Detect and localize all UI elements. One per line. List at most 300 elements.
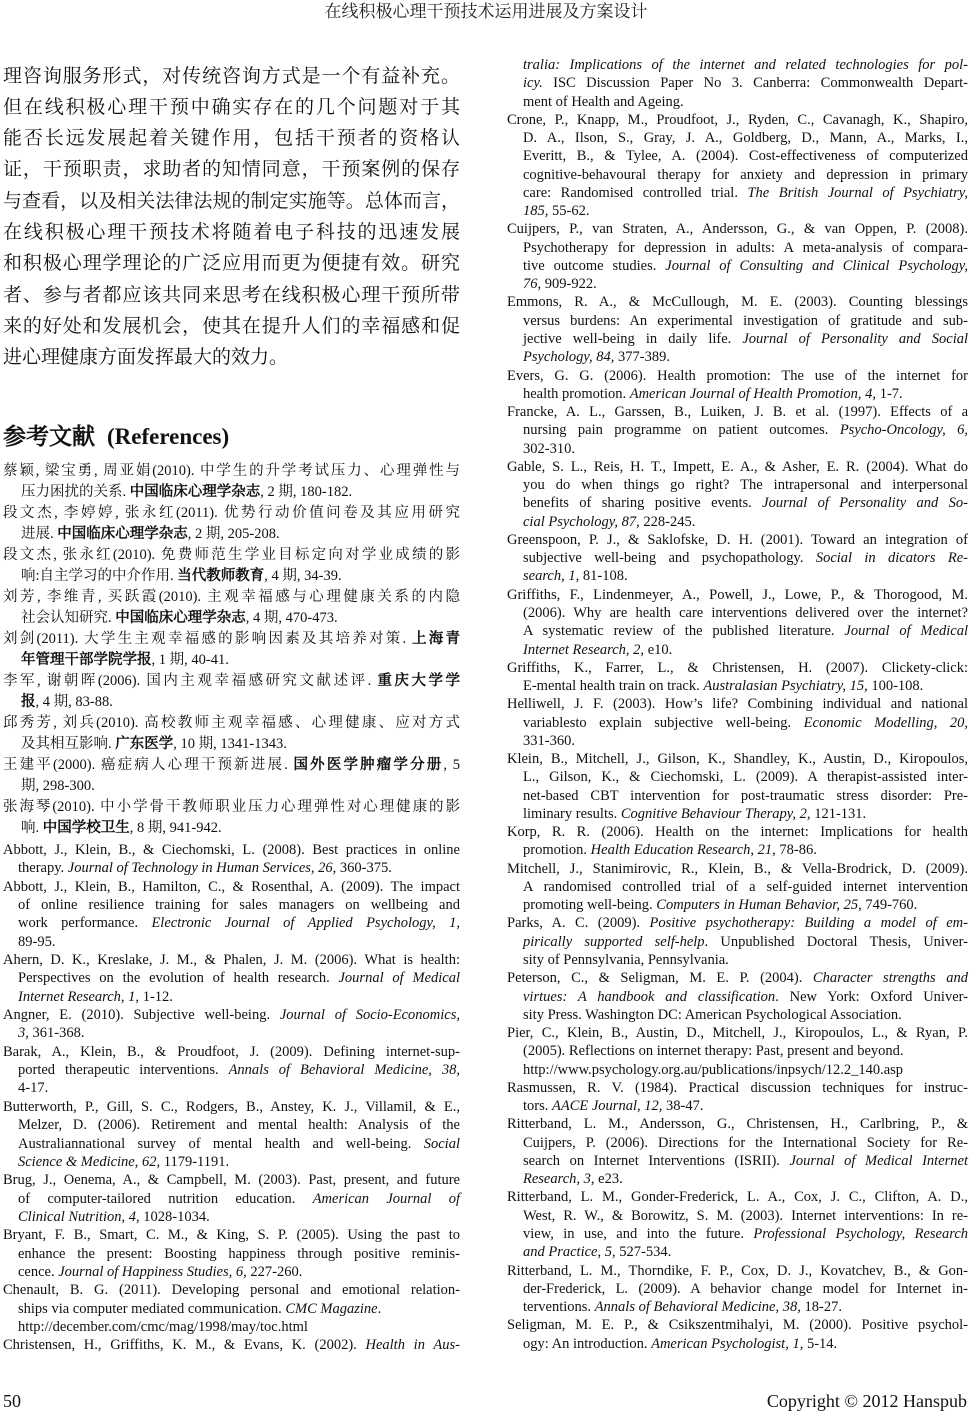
- reference-text: Perspectives on the evolution of health research.: [18, 970, 339, 987]
- reference-source: Journal of Personality and Social: [742, 330, 968, 347]
- reference-source: 国外医学肿瘤学分册: [293, 757, 444, 773]
- reference-text: , 1 期, 40-41.: [151, 652, 229, 668]
- reference-entry: [507, 1262, 968, 1317]
- reference-line: [3, 797, 460, 818]
- reference-source: pirically supported self-help: [523, 933, 705, 950]
- reference-entry: [3, 841, 460, 878]
- reference-line: [3, 671, 460, 692]
- reference-line: [507, 129, 968, 147]
- reference-line: [3, 951, 460, 969]
- reference-line: [507, 1152, 968, 1170]
- reference-source: Health Education Research, 21,: [590, 842, 776, 859]
- reference-line: [507, 750, 968, 768]
- reference-line: [3, 933, 460, 951]
- reference-text: A systematic review of the published literature.: [523, 623, 845, 640]
- reference-entry: [3, 503, 460, 545]
- reference-entry: [507, 531, 968, 586]
- reference-line: [507, 969, 968, 987]
- reference-text: 360-375.: [336, 860, 392, 877]
- reference-source: 3,: [18, 1025, 29, 1042]
- reference-text: Cuijpers, P., van Straten, A., Andersson, G., & van Oppen, P. (2008).: [507, 221, 968, 238]
- reference-text: 进展.: [21, 526, 58, 542]
- reference-line: [507, 421, 968, 439]
- reference-source: icy.: [523, 75, 543, 92]
- reference-line: [3, 1061, 460, 1079]
- reference-entry: [507, 860, 968, 915]
- reference-text: E-mental health train on track.: [523, 678, 704, 695]
- reference-entry: [3, 1043, 460, 1098]
- reference-line: [507, 1243, 968, 1261]
- reference-line: [3, 878, 460, 896]
- reference-line: [507, 1335, 968, 1353]
- reference-line: [507, 1188, 968, 1206]
- reference-line: [507, 531, 968, 549]
- reference-text: D. A., Ilson, S., Gray, J. A., Goldberg, D., Mann, A., Marks, I.,: [523, 130, 968, 147]
- reference-line: [507, 202, 968, 220]
- reference-text: 4-17.: [18, 1080, 49, 1097]
- reference-text: Barak, A., Klein, B., & Proudfoot, J. (2009). Defining internet-sup-: [3, 1043, 460, 1060]
- reference-text: Ritterband, L. M., Gonder-Frederick, L. A., Cox, J. C., Clifton, A. D.,: [507, 1189, 968, 1206]
- reference-entry: [507, 1188, 968, 1261]
- paragraph-line: 证，干预职责，求助者的知情同意，干预案例的保存: [3, 159, 460, 181]
- reference-line: [507, 714, 968, 732]
- reference-entry: [3, 755, 460, 797]
- reference-text: 响.: [21, 820, 43, 836]
- reference-line: [507, 622, 968, 640]
- reference-text: 100-108.: [867, 678, 924, 695]
- reference-text: ment of Health and Ageing.: [523, 93, 684, 110]
- reference-text: , 8 期, 941-942.: [129, 820, 222, 836]
- reference-text: you do when things go right? The intrapersonal and interpersonal: [523, 477, 968, 494]
- reference-source: Science & Medicine, 62,: [18, 1153, 161, 1170]
- reference-line: [507, 1225, 968, 1243]
- reference-text: 377-389.: [614, 349, 671, 366]
- reference-entry: [3, 1098, 460, 1171]
- reference-text: view, in use, and into the future.: [523, 1226, 754, 1242]
- reference-text: 响:自主学习的中介作用.: [21, 568, 178, 584]
- reference-line: [507, 1207, 968, 1225]
- reference-line: [507, 1316, 968, 1334]
- reference-entry: [3, 951, 460, 1006]
- reference-text: search on Internet Interventions (ISRII).: [523, 1152, 790, 1169]
- reference-text: liminary results.: [523, 805, 621, 822]
- reference-source: Annals of Behavioral Medicine, 38,: [594, 1299, 801, 1316]
- reference-entry: [507, 293, 968, 366]
- reference-text: 1028-1034.: [139, 1208, 210, 1225]
- reference-text: ogy: An introduction.: [523, 1335, 652, 1352]
- reference-text: 邱秀芳, 刘兵(2010). 高校教师主观幸福感、心理健康、应对方式: [3, 715, 460, 731]
- reference-text: Pier, C., Klein, B., Austin, D., Mitchell, J., Kiropoulos, L., & Ryan, P.: [507, 1025, 968, 1042]
- reference-entry: [3, 629, 460, 671]
- reference-source: Journal of Personality and So-: [762, 495, 968, 512]
- reference-text: 909-922.: [541, 276, 597, 293]
- reference-source: search, 1,: [523, 568, 580, 585]
- reference-source: 广东医学: [115, 736, 174, 752]
- reference-source: Character strengths and: [812, 970, 968, 987]
- reference-line: [507, 1024, 968, 1042]
- reference-source: Professional Psychology, Research: [753, 1226, 969, 1242]
- reference-line: [3, 1043, 460, 1061]
- chinese-reference-list: [3, 461, 460, 839]
- reference-line: [507, 567, 968, 585]
- reference-line: [3, 1135, 460, 1153]
- reference-text: 张海琴(2010). 中小学骨干教师职业压力心理弹性对心理健康的影: [3, 799, 460, 815]
- reference-text: Rasmussen, R. V. (1984). Practical discussion techniques for instruc-: [507, 1079, 968, 1096]
- paragraph-line: 在线积极心理干预技术将随着电子科技的迅速发展: [3, 221, 460, 243]
- reference-text: Australiannational survey of mental health and well-being.: [18, 1135, 424, 1152]
- reference-text: subjective well-being and psychopathology.: [523, 550, 816, 567]
- reference-source: Electronic Journal of Applied Psychology, 1,: [151, 915, 460, 932]
- reference-text: .: [377, 1300, 382, 1317]
- reference-text: 5-14.: [803, 1335, 838, 1352]
- reference-line: [507, 914, 968, 932]
- reference-text: Peterson, C., & Seligman, M. E. P. (2004).: [507, 970, 813, 987]
- reference-line: [507, 239, 968, 257]
- reference-line: [507, 823, 968, 841]
- reference-line: [3, 692, 460, 713]
- reference-text: ISC Discussion Paper No 3. Canberra: Commonwealth Depart-: [542, 75, 968, 92]
- copyright-notice: Copyright © 2012 Hanspub: [766, 1391, 967, 1411]
- reference-text: 1179-1191.: [160, 1153, 230, 1170]
- reference-source: Positive psychotherapy: Building a model of em-: [649, 915, 968, 932]
- reference-text: net-based CBT intervention for post-traumatic stress disorder: Pre-: [523, 787, 968, 804]
- reference-entry: [507, 695, 968, 750]
- reference-text: , 2 期, 205-208.: [187, 526, 280, 542]
- reference-text: Klein, B., Mitchell, J., Gilson, K., Shandley, K., Austin, D., Kiropoulos,: [507, 751, 968, 768]
- reference-text: 王建平(2000). 癌症病人心理干预新进展.: [3, 757, 294, 773]
- reference-line: [3, 1281, 460, 1299]
- reference-entry: [507, 367, 968, 404]
- reference-line: [3, 650, 460, 671]
- reference-text: Korp, R. R. (2006). Health on the internet: Implications for health: [507, 824, 968, 841]
- reference-line: [507, 988, 968, 1006]
- reference-source: cial Psychology, 87,: [523, 513, 640, 530]
- reference-source: Journal of Medical: [338, 970, 460, 987]
- reference-line: [3, 566, 460, 587]
- reference-text: therapy.: [18, 860, 68, 877]
- reference-line: [507, 787, 968, 805]
- paragraph-line: 者、参与者都应该共同来思考在线积极心理干预所带: [3, 284, 460, 306]
- reference-text: 227-260.: [246, 1263, 303, 1280]
- reference-line: [507, 385, 968, 403]
- reference-line: [3, 545, 460, 566]
- body-paragraph: [3, 61, 460, 374]
- reference-text: Francke, A. L., Garssen, B., Luiken, J. B. et al. (1997). Effects of a: [507, 404, 968, 421]
- reference-text: Angner, E. (2010). Subjective well-being.: [3, 1007, 280, 1024]
- reference-entry: [507, 969, 968, 1024]
- reference-text: 刘剑(2011). 大学生主观幸福感的影响因素及其培养对策.: [3, 631, 412, 647]
- reference-line: [507, 476, 968, 494]
- reference-line: [3, 1006, 460, 1024]
- reference-entry: [507, 586, 968, 659]
- reference-line: [507, 312, 968, 330]
- reference-entry: [507, 1316, 968, 1353]
- reference-entry: [507, 823, 968, 860]
- reference-line: [507, 111, 968, 129]
- reference-line: [3, 914, 460, 932]
- references-heading: [3, 423, 229, 451]
- reference-text: 527-534.: [615, 1244, 672, 1261]
- reference-line: [507, 841, 968, 859]
- reference-line: [507, 56, 968, 74]
- reference-text: Chenault, B. G. (2011). Developing personal and emotional relation-: [3, 1282, 460, 1299]
- reference-entry: [3, 587, 460, 629]
- reference-text: Abbott, J., Klein, B., Hamilton, C., & Rosenthal, A. (2009). The impact: [3, 878, 460, 895]
- reference-line: [3, 1024, 460, 1042]
- reference-text: Melzer, D. (2006). Retirement and mental health: Analysis of the: [18, 1117, 460, 1134]
- reference-text: (2006). Why are health care interventions delivered over the internet?: [523, 604, 968, 621]
- reference-line: [507, 549, 968, 567]
- reference-text: 89-95.: [18, 933, 56, 950]
- reference-line: [3, 1226, 460, 1244]
- reference-source: and Practice, 5,: [523, 1244, 616, 1261]
- reference-entry: [3, 1171, 460, 1226]
- reference-entry: [507, 220, 968, 293]
- reference-source: Journal of Socio-Economics,: [279, 1007, 460, 1024]
- reference-text: (2005). Reflections on internet therapy: Past, present and beyond.: [523, 1043, 904, 1060]
- reference-line: [507, 1298, 968, 1316]
- reference-text: of computer-tailored nutrition education.: [18, 1190, 313, 1207]
- reference-text: Griffiths, F., Lindenmeyer, A., Powell, J., Lowe, P., & Thorogood, M.: [507, 586, 968, 603]
- reference-source: Social: [423, 1135, 460, 1152]
- reference-text: A randomised controlled trial of a self-guided internet intervention: [523, 878, 968, 895]
- reference-text: 段文杰, 张永红(2010). 免费师范生学业目标定向对学业成绩的影: [3, 547, 460, 563]
- reference-line: [3, 1263, 460, 1281]
- reference-entry: [507, 403, 968, 458]
- reference-entry: [3, 797, 460, 839]
- reference-line: [507, 933, 968, 951]
- reference-line: [507, 1280, 968, 1298]
- reference-entry: [3, 1336, 460, 1354]
- reference-line: [507, 878, 968, 896]
- reference-line: [507, 257, 968, 275]
- reference-entry: [507, 914, 968, 969]
- reference-text: Ahern, D. K., Kreslake, J. M., & Phalen, J. M. (2006). What is health:: [3, 952, 460, 969]
- reference-line: [3, 1098, 460, 1116]
- reference-entry: [3, 671, 460, 713]
- reference-text: jective well-being in daily life.: [523, 330, 743, 347]
- reference-text: . New York: Oxford Univer-: [775, 988, 969, 1005]
- reference-text: 段文杰, 李婷婷, 张永红(2011). 优势行动价值问卷及其应用研究: [3, 505, 460, 521]
- reference-line: [3, 1318, 460, 1336]
- reference-text: benefits of sharing positive events.: [523, 495, 763, 512]
- reference-text: 121-131.: [810, 805, 867, 822]
- reference-line: [507, 805, 968, 823]
- reference-text: sity Press. Washington DC: American Psychological Association.: [523, 1006, 902, 1023]
- reference-text: West, R. W., & Borowitz, S. M. (2003). Internet interventions: In re-: [523, 1207, 968, 1224]
- reference-line: [507, 1097, 968, 1115]
- references-heading-en: (References): [107, 424, 230, 449]
- reference-text: versus burdens: An experimental investigation of gratitude and sub-: [523, 312, 968, 329]
- reference-source: Journal of Medical: [844, 623, 968, 640]
- reference-source: American Journal of Health Promotion, 4,: [629, 385, 877, 402]
- reference-line: [507, 1042, 968, 1060]
- reference-line: [3, 1153, 460, 1171]
- reference-line: [507, 330, 968, 348]
- reference-text: der-Frederick, L. (2009). A behavior change model for Internet in-: [523, 1280, 968, 1297]
- reference-source: 中国临床心理学杂志: [115, 610, 246, 626]
- reference-text: , 4 期, 34-39.: [264, 568, 342, 584]
- reference-text: Cuijpers, P. (2006). Directions for the International Society for Re-: [523, 1134, 968, 1151]
- reference-text: , 2 期, 180-182.: [260, 484, 353, 500]
- reference-text: 302-310.: [523, 440, 575, 457]
- reference-line: [3, 896, 460, 914]
- reference-source: Journal of Happiness Studies, 6,: [58, 1263, 247, 1280]
- reference-text: 38-47.: [662, 1098, 704, 1115]
- reference-line: [507, 403, 968, 421]
- reference-text: nursing pain programme on patient outcomes.: [523, 422, 840, 439]
- reference-text: cognitive-behavoural therapy for anxiety and depression in primary: [523, 166, 968, 183]
- reference-line: [507, 695, 968, 713]
- reference-source: Health in Aus-: [365, 1337, 460, 1354]
- reference-text: tive outcome studies.: [523, 257, 666, 274]
- reference-line: [507, 348, 968, 366]
- reference-text: Griffiths, K., Farrer, L., & Christensen, H. (2007). Clickety-click:: [507, 659, 968, 676]
- reference-entry: [3, 1006, 460, 1043]
- reference-source: Annals of Behavioral Medicine, 38,: [228, 1062, 460, 1079]
- reference-text: work performance.: [18, 915, 152, 932]
- reference-text: Greenspoon, P. J., & Saklofske, D. H. (2001). Toward an integration of: [507, 531, 968, 548]
- reference-text: Gable, S. L., Reis, H. T., Impett, E. A., & Asher, E. R. (2004). What do: [507, 458, 968, 475]
- reference-line: [3, 1336, 460, 1354]
- reference-text: , 4 期, 83-88.: [35, 694, 113, 710]
- reference-text: Butterworth, P., Gill, S. C., Rodgers, B., Anstey, K. J., Villamil, & E.,: [3, 1098, 460, 1115]
- reference-text: 78-86.: [775, 842, 817, 859]
- reference-text: 1-12.: [139, 988, 173, 1005]
- reference-line: [507, 1061, 968, 1079]
- reference-source: Psycho-Oncology, 6,: [839, 422, 968, 439]
- reference-source: 上海青: [411, 631, 460, 647]
- reference-source: Research, 3,: [523, 1171, 595, 1188]
- reference-source: 中国学校卫生: [42, 820, 130, 836]
- reference-source: virtues: A handbook and classification: [523, 988, 776, 1005]
- reference-line: [507, 147, 968, 165]
- reference-line: [507, 494, 968, 512]
- reference-url: http://www.psychology.org.au/publications/inpsych/12.2_140.asp: [523, 1061, 904, 1078]
- reference-text: 361-368.: [28, 1025, 85, 1042]
- reference-source: CMC Magazine: [285, 1300, 378, 1317]
- reference-line: [3, 859, 460, 877]
- reference-text: ships via computer mediated communication.: [18, 1300, 286, 1317]
- reference-line: [507, 1262, 968, 1280]
- reference-source: The British Journal of Psychiatry,: [747, 184, 968, 201]
- reference-line: [3, 818, 460, 839]
- reference-text: Evers, G. G. (2006). Health promotion: The use of the internet for: [507, 367, 968, 384]
- reference-source: 当代教师教育: [177, 568, 265, 584]
- reference-entry: [3, 1281, 460, 1336]
- reference-text: 18-27.: [800, 1299, 842, 1316]
- reference-source: Psychology, 84,: [523, 349, 615, 366]
- reference-text: 蔡颖, 梁宝勇, 周亚娟(2010). 中学生的升学考试压力、心理弹性与: [3, 463, 460, 479]
- reference-line: [3, 1300, 460, 1318]
- reference-entry: [507, 1115, 968, 1188]
- reference-line: [507, 184, 968, 202]
- reference-entry: [3, 1226, 460, 1281]
- page-number: 50: [3, 1391, 21, 1411]
- reference-line: [3, 841, 460, 859]
- reference-text: . Unpublished Doctoral Thesis, Univer-: [704, 933, 968, 950]
- reference-text: health promotion.: [523, 385, 630, 402]
- reference-text: Abbott, J., Klein, B., & Ciechomski, L. (2008). Best practices in online: [3, 842, 460, 858]
- reference-line: [3, 776, 460, 797]
- reference-text: e10.: [644, 641, 673, 658]
- reference-entry: [507, 458, 968, 531]
- reference-text: 749-760.: [861, 897, 918, 914]
- paragraph-line: 理咨询服务形式，对传统咨询方式是一个有益补充。: [3, 65, 460, 87]
- references-heading-zh: 参考文献: [3, 424, 95, 449]
- reference-line: [3, 755, 460, 776]
- paragraph-line: 和积极心理学理论的广泛应用而更为便捷有效。研究: [3, 253, 460, 275]
- reference-line: [507, 860, 968, 878]
- reference-source: Journal of Consulting and Clinical Psychology,: [665, 257, 968, 274]
- reference-text: Helliwell, J. F. (2003). How’s life? Combining individual and national: [507, 696, 968, 713]
- reference-line: [507, 732, 968, 750]
- reference-line: [507, 275, 968, 293]
- reference-text: of online resilience training for sales managers on wellbeing and: [18, 897, 460, 914]
- reference-line: [507, 367, 968, 385]
- running-title: 在线积极心理干预技术运用进展及方案设计: [324, 2, 648, 21]
- reference-text: Psychotherapy for depression in adults: A meta-analysis of compara-: [523, 239, 968, 256]
- reference-entry: [507, 1024, 968, 1079]
- reference-entry: [507, 111, 968, 221]
- reference-text: sity of Pennsylvania, Pennsylvania.: [523, 952, 729, 969]
- reference-source: Computers in Human Behavior, 25,: [656, 897, 862, 914]
- reference-text: , 10 期, 1341-1343.: [173, 736, 287, 752]
- reference-text: , 5: [443, 757, 461, 773]
- reference-source: Economic Modelling, 20,: [803, 714, 968, 731]
- reference-text: Bryant, F. B., Smart, C. M., & King, S. P. (2005). Using the past to: [3, 1227, 460, 1244]
- reference-text: 228-245.: [639, 513, 696, 530]
- reference-line: [3, 1171, 460, 1189]
- reference-line: [507, 677, 968, 695]
- paragraph-line: 来的好处和发展机会，使其在提升人们的幸福感和促: [3, 315, 460, 337]
- reference-source: 76,: [523, 276, 542, 293]
- reference-text: promoting well-being.: [523, 897, 657, 914]
- reference-line: [3, 629, 460, 650]
- reference-text: Parks, A. C. (2009).: [507, 915, 650, 932]
- reference-line: [507, 768, 968, 786]
- reference-line: [507, 641, 968, 659]
- reference-line: [507, 166, 968, 184]
- reference-text: e23.: [594, 1171, 623, 1188]
- reference-text: L., Gilson, K., & Ciechomski, L. (2009). A therapist-assisted inter-: [523, 769, 968, 786]
- reference-text: Crone, P., Knapp, M., Proudfoot, J., Ryden, C., Cavanagh, K., Shapiro,: [507, 111, 968, 128]
- reference-line: [3, 988, 460, 1006]
- reference-source: 报: [21, 694, 36, 710]
- reference-entry: [3, 545, 460, 587]
- reference-source: 185,: [523, 203, 549, 220]
- reference-source: Clinical Nutrition, 4,: [18, 1208, 140, 1225]
- reference-source: tralia: Implications of the internet and related technologies for pol-: [523, 57, 968, 73]
- reference-line: [3, 1116, 460, 1134]
- reference-line: [507, 604, 968, 622]
- reference-entry: [3, 878, 460, 951]
- reference-text: 81-108.: [579, 568, 628, 585]
- reference-line: [507, 93, 968, 111]
- reference-line: [507, 1134, 968, 1152]
- reference-text: variablesto explain subjective well-being.: [523, 714, 804, 731]
- reference-line: [507, 513, 968, 531]
- reference-line: [507, 458, 968, 476]
- reference-entry: [507, 56, 968, 111]
- reference-line: [3, 524, 460, 545]
- paragraph-line: 与查看，以及相关法律法规的制定实施等。总体而言，: [3, 190, 460, 212]
- reference-line: [507, 293, 968, 311]
- reference-line: [3, 587, 460, 608]
- reference-line: [3, 503, 460, 524]
- reference-text: Everitt, B., & Tylee, A. (2004). Cost-effectiveness of computerized: [523, 148, 968, 165]
- paragraph-line: 但在线积极心理干预中确实存在的几个问题对于其: [3, 96, 460, 118]
